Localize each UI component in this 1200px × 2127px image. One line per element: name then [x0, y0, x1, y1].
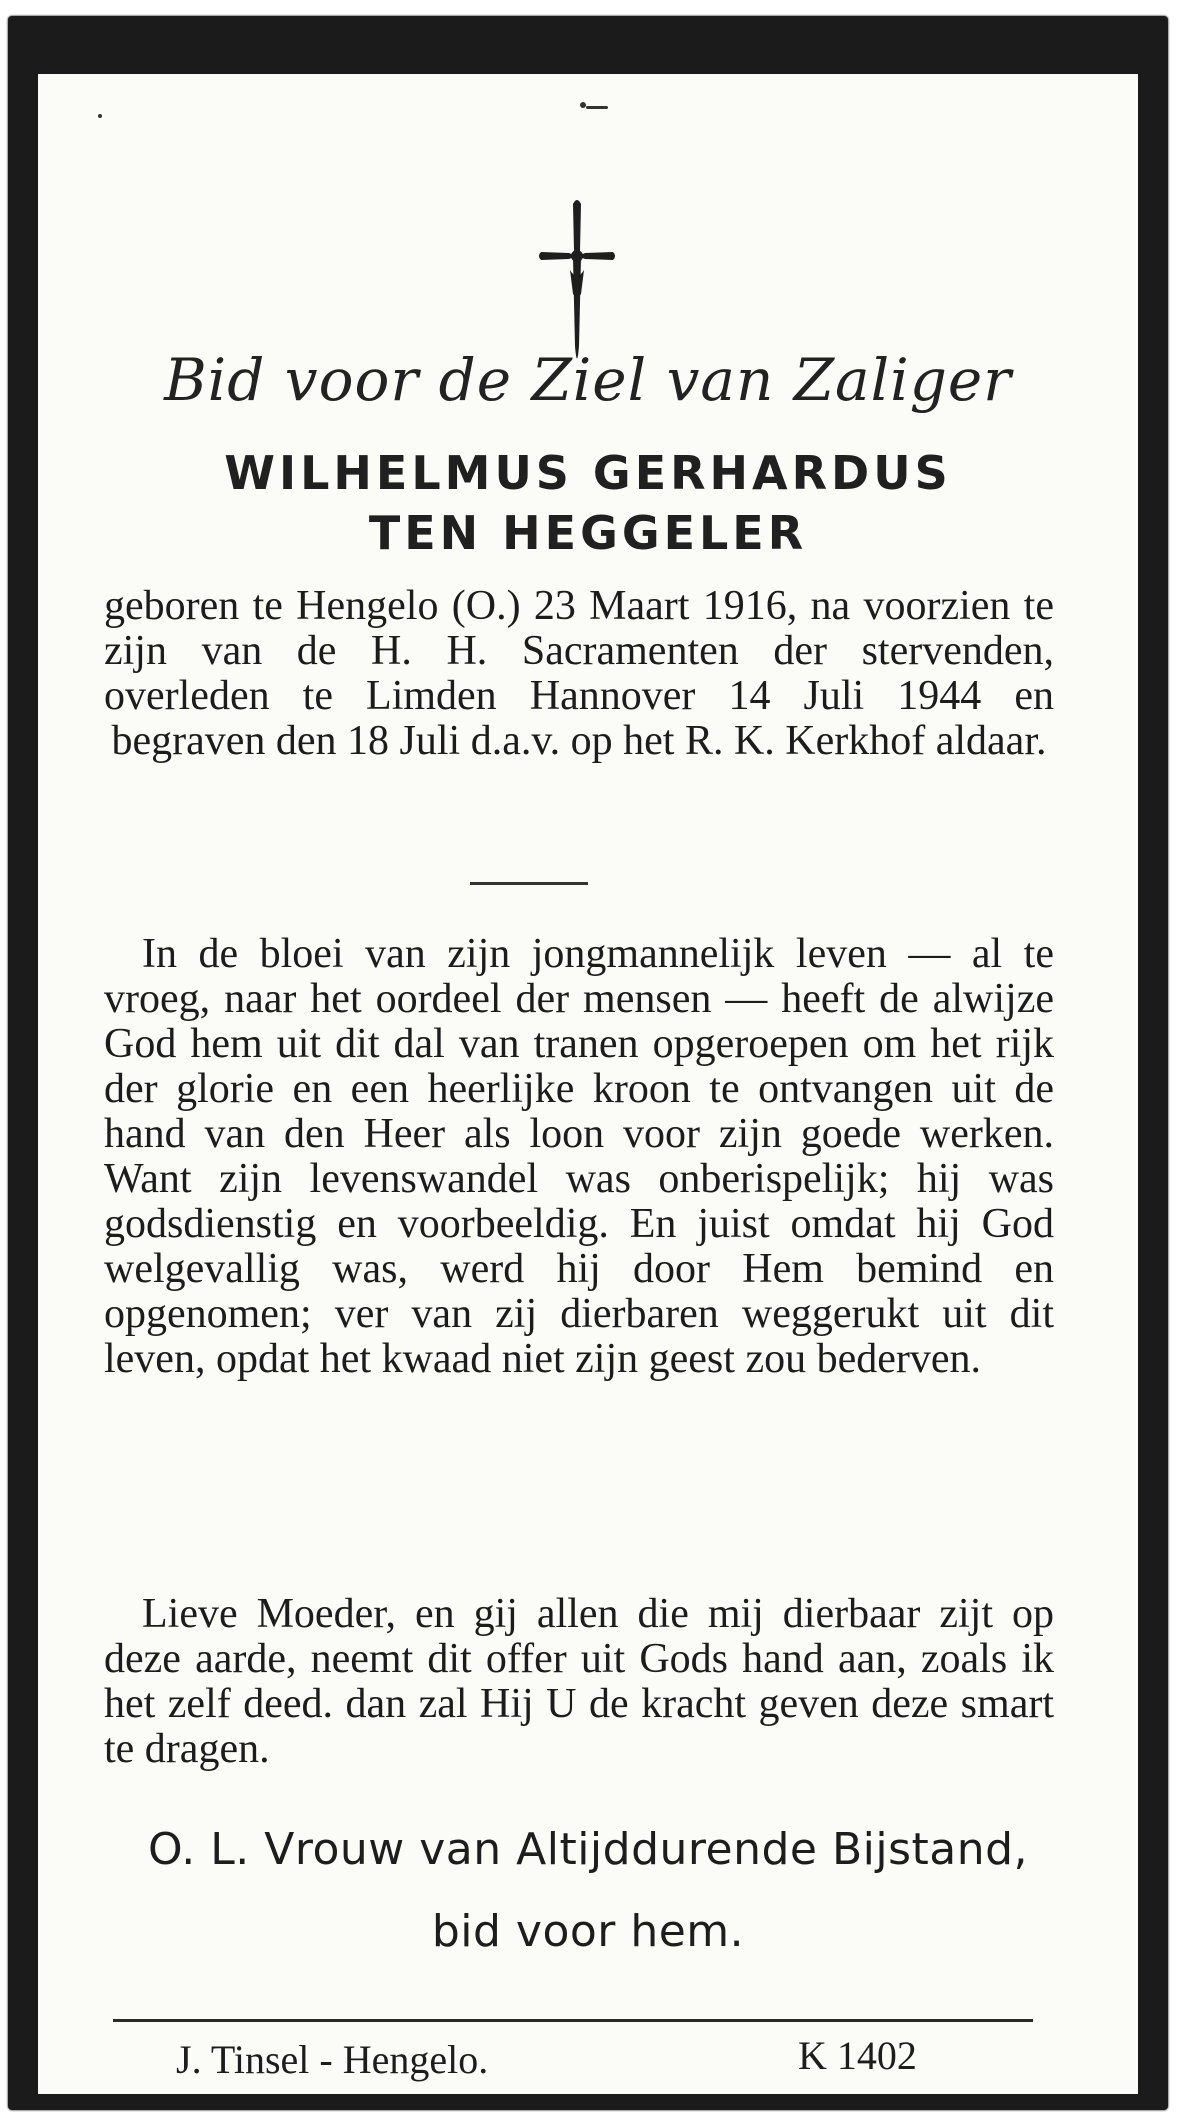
eulogy-paragraph: In de bloei van zijn jongmannelijk leven — al te vroeg, naar het oordeel der mensen — heeft de alwijze God hem uit dit dal van tranen opgeroepen om het rijk der glorie en een heerlijke kroon te ontvangen uit de hand van den Heer als loon voor zijn goede werken. Want zijn levenswandel was onberispelijk; hij was godsdienstig en voorbeeldig. En juist omdat hij God welgevallig was, werd hij door Hem bemind en opgenomen; ver van zij dierbaren weggerukt uit dit leven, opdat het kwaad niet zijn geest zou bederven.: [104, 931, 1054, 1382]
print-speck: [98, 114, 102, 118]
card-code: K 1402: [798, 2033, 917, 2078]
eulogy-section: [104, 932, 1054, 1382]
plea-section: [104, 1592, 1054, 1772]
invocation-line: O. L. Vrouw van Altijddurende Bijstand,: [147, 1824, 1029, 1875]
deceased-given-names: WILHELMUS GERHARDUS: [224, 446, 952, 500]
prayer-heading: Bid voor de Ziel van Zaliger: [164, 346, 1012, 414]
invocation-response: bid voor hem.: [431, 1906, 745, 1957]
memorial-card-border: [8, 16, 1168, 2110]
deceased-surname: TEN HEGGELER: [368, 506, 808, 560]
plea-paragraph: Lieve Moeder, en gij allen die mij dierbaar zijt op deze aarde, neemt dit offer uit Gods hand aan, zoals ik het zelf deed. dan zal Hij U de kracht geven deze smart te dragen.: [104, 1591, 1054, 1772]
footer-rule: [113, 2019, 1033, 2022]
biography-paragraph: geboren te Hengelo (O.) 23 Maart 1916, na voorzien te zijn van de H. H. Sacramenten der stervenden, overleden te Limden Hannover 14 Juli 1944 en begraven den 18 Juli d.a.v. op het R. K. Kerkhof aldaar.: [104, 583, 1054, 764]
printer-name: J. Tinsel - Hengelo.: [176, 2037, 489, 2082]
divider: [470, 882, 588, 885]
memorial-card: [38, 74, 1138, 2094]
print-speck: [586, 106, 608, 109]
